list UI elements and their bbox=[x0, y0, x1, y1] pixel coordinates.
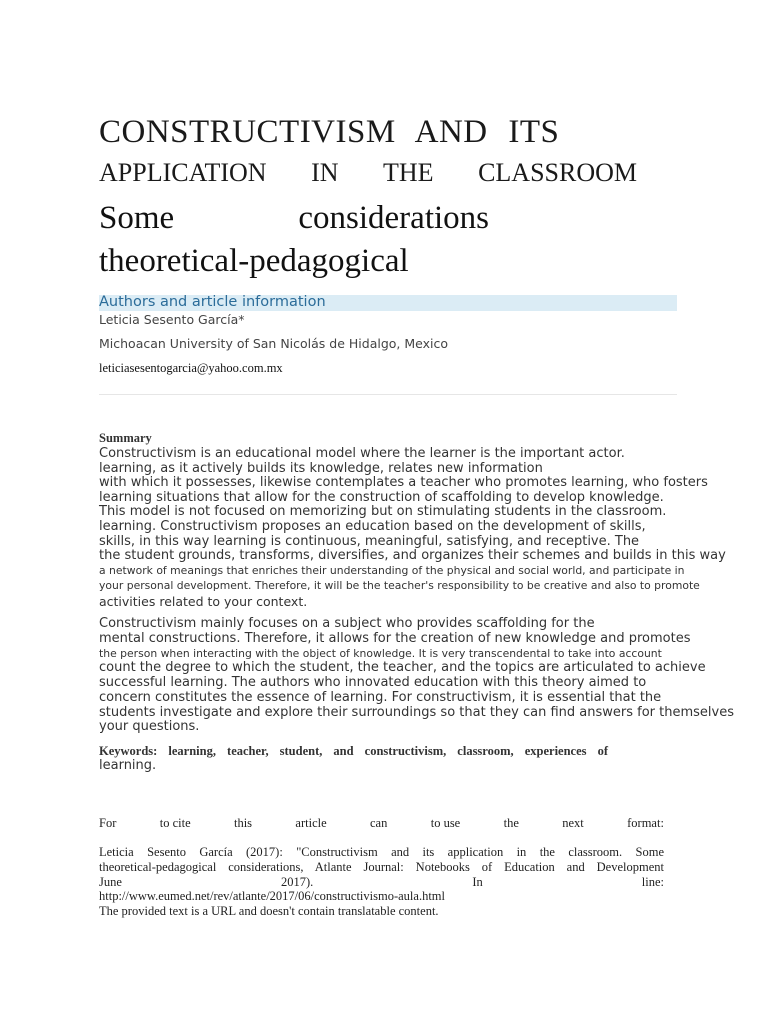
summary-line: activities related to your context. bbox=[99, 594, 308, 609]
summary-line: a network of meanings that enriches their understanding of the physical and social world, and participate in bbox=[99, 564, 685, 577]
keyword-word: Keywords: bbox=[99, 744, 158, 758]
cite-word: For bbox=[99, 816, 117, 830]
cite-word: next bbox=[562, 816, 584, 830]
keyword-word: experiences bbox=[524, 744, 587, 758]
citation-url-link[interactable]: http://www.eumed.net/rev/atlante/2017/06/constructivismo-aula.html bbox=[99, 889, 445, 903]
keyword-word: of bbox=[597, 744, 608, 758]
title-word: APPLICATION bbox=[99, 158, 267, 187]
cite-word: format: bbox=[627, 816, 664, 830]
keyword-word: learning, bbox=[168, 744, 216, 758]
citation-line: Leticia Sesento García (2017): "Constructivism and its application in the classroom. Some bbox=[99, 845, 664, 859]
cite-word: June bbox=[99, 875, 122, 889]
author-affiliation: Michoacan University of San Nicolás de Hidalgo, Mexico bbox=[99, 336, 449, 351]
keyword-word: teacher, bbox=[227, 744, 269, 758]
summary-line: successful learning. The authors who innovated education with this theory aimed to bbox=[99, 675, 647, 690]
summary-line: learning situations that allow for the construction of scaffolding to develop knowledge. bbox=[99, 490, 664, 505]
article-subtitle-line-1 bbox=[99, 200, 489, 237]
article-subtitle-line-2: theoretical-pedagogical bbox=[99, 243, 409, 279]
cite-word: this bbox=[233, 816, 253, 830]
citation-line bbox=[99, 875, 664, 890]
summary-line: Constructivism mainly focuses on a subject who provides scaffolding for the bbox=[99, 616, 595, 631]
summary-line: concern constitutes the essence of learning. For constructivism, it is essential that the bbox=[99, 690, 662, 705]
summary-label: Summary bbox=[99, 431, 152, 445]
summary-line: skills, in this way learning is continuous, meaningful, satisfying, and receptive. The bbox=[99, 534, 640, 549]
summary-line: count the degree to which the student, the teacher, and the topics are articulated to achieve bbox=[99, 660, 706, 675]
cite-word: the bbox=[503, 816, 519, 830]
keyword-word: classroom, bbox=[457, 744, 514, 758]
cite-word: In bbox=[472, 875, 483, 889]
keyword-word: constructivism, bbox=[364, 744, 447, 758]
cite-word: to cite bbox=[159, 816, 191, 830]
keyword-word: student, bbox=[279, 744, 323, 758]
cite-word: line: bbox=[641, 875, 664, 889]
summary-line: learning, as it actively builds its knowledge, relates new information bbox=[99, 461, 543, 476]
cite-word: article bbox=[295, 816, 327, 830]
summary-line-text: Constructivism is an educational model where the learner is the important actor. bbox=[99, 446, 625, 461]
summary-line: your personal development. Therefore, it will be the teacher's responsibility to be creative and also to promote bbox=[99, 579, 700, 592]
summary-line: your questions. bbox=[99, 719, 200, 734]
cite-word: 2017). bbox=[280, 875, 314, 889]
summary-line: mental constructions. Therefore, it allows for the creation of new knowledge and promotes bbox=[99, 631, 691, 646]
author-email-link[interactable]: leticiasesentogarcia@yahoo.com.mx bbox=[99, 361, 283, 375]
summary-line: students investigate and explore their surroundings so that they can find answers for themselves bbox=[99, 705, 734, 720]
cite-word: to use bbox=[430, 816, 461, 830]
summary-line: the student grounds, transforms, diversifies, and organizes their schemes and builds in this way bbox=[99, 548, 726, 563]
summary-line: learning. Constructivism proposes an education based on the development of skills, bbox=[99, 519, 646, 534]
article-title-line-1: CONSTRUCTIVISM AND ITS bbox=[99, 114, 560, 150]
keyword-word: and bbox=[333, 744, 354, 758]
keywords-line bbox=[99, 744, 608, 759]
summary-line: the person when interacting with the object of knowledge. It is very transcendental to take into account bbox=[99, 647, 662, 660]
title-word: IN bbox=[311, 158, 339, 187]
title-word: CLASSROOM bbox=[478, 158, 637, 187]
summary-line bbox=[99, 446, 625, 461]
authors-header: Authors and article information bbox=[99, 294, 326, 310]
subtitle-word: considerations bbox=[298, 200, 489, 236]
section-divider bbox=[99, 394, 677, 395]
subtitle-word: Some bbox=[99, 200, 175, 236]
summary-line: with which it possesses, likewise contemplates a teacher who promotes learning, who fosters bbox=[99, 475, 708, 490]
cite-word: can bbox=[370, 816, 388, 830]
cite-intro bbox=[99, 816, 664, 831]
article-title-line-2 bbox=[99, 158, 637, 188]
title-word: THE bbox=[383, 158, 434, 187]
author-name: Leticia Sesento García* bbox=[99, 312, 245, 327]
citation-note: The provided text is a URL and doesn't contain translatable content. bbox=[99, 904, 439, 918]
citation-line: theoretical-pedagogical considerations, Atlante Journal: Notebooks of Education and Development bbox=[99, 860, 664, 874]
summary-line: This model is not focused on memorizing but on stimulating students in the classroom. bbox=[99, 504, 667, 519]
keywords-line-2: learning. bbox=[99, 758, 157, 773]
